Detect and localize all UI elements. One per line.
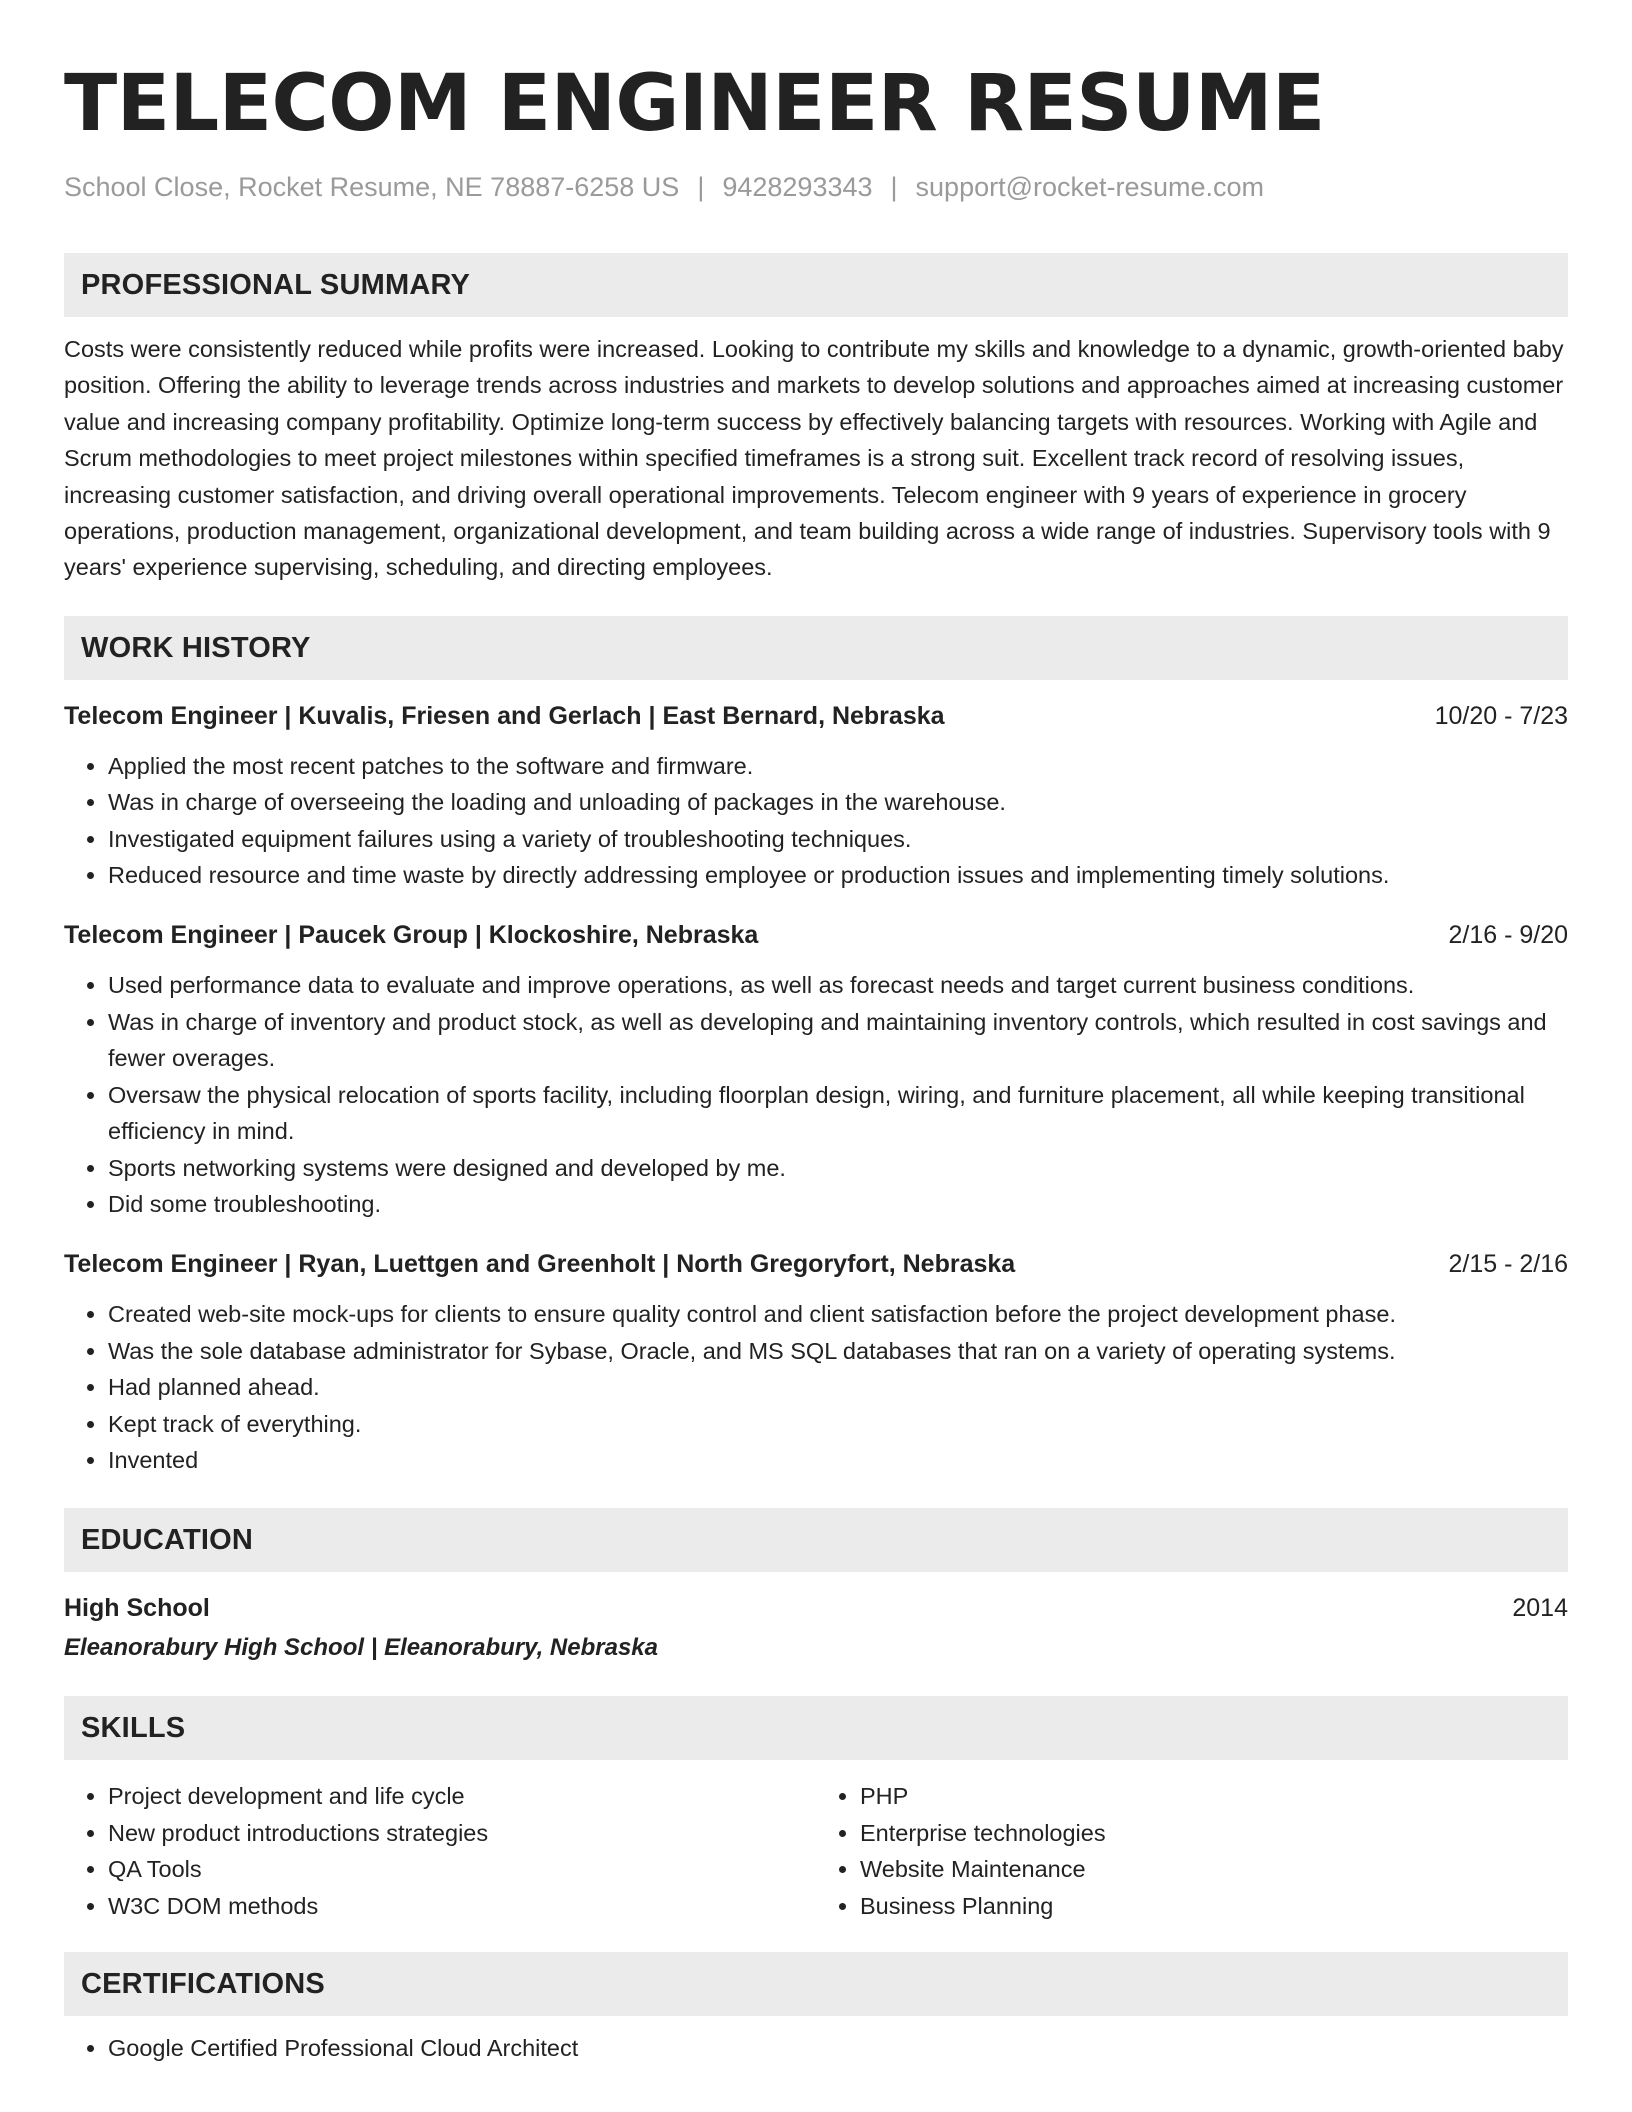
skills-column-right: [816, 1778, 1568, 1924]
job-title: Telecom Engineer | Kuvalis, Friesen and Gerlach | East Bernard, Nebraska: [64, 701, 945, 730]
job-dates: 2/16 - 9/20: [1448, 921, 1568, 950]
job-bullet: • Was in charge of overseeing the loading and unloading of packages in the warehouse.: [108, 784, 1568, 820]
skill-item: • PHP: [860, 1778, 1568, 1814]
section-heading-certifications: CERTIFICATIONS: [64, 1952, 1568, 2016]
job-title: Telecom Engineer | Ryan, Luettgen and Greenholt | North Gregoryfort, Nebraska: [64, 1250, 1016, 1279]
skill-item: • Enterprise technologies: [860, 1815, 1568, 1851]
education-school: Eleanorabury High School | Eleanorabury, Nebraska: [64, 1634, 658, 1662]
section-heading-summary: PROFESSIONAL SUMMARY: [64, 253, 1568, 317]
resume-title: TELECOM ENGINEER RESUME: [64, 59, 1325, 149]
job-bullets: [64, 967, 1568, 1222]
job-bullet: • Kept track of everything.: [108, 1406, 1568, 1442]
job-title: Telecom Engineer | Paucek Group | Klockoshire, Nebraska: [64, 921, 759, 950]
job-bullet: • Sports networking systems were designed and developed by me.: [108, 1150, 1568, 1186]
skill-item: • New product introductions strategies: [108, 1815, 816, 1851]
section-heading-skills: SKILLS: [64, 1696, 1568, 1760]
job-entry: [64, 698, 1568, 894]
job-bullet: • Used performance data to evaluate and improve operations, as well as forecast needs and target current business conditions.: [108, 967, 1568, 1003]
job-bullets: [64, 748, 1568, 894]
certification-item: • Google Certified Professional Cloud Architect: [108, 2030, 1568, 2066]
section-heading-work: WORK HISTORY: [64, 616, 1568, 680]
job-entry: [64, 1246, 1568, 1478]
contact-line: [64, 170, 1568, 204]
skill-item: • W3C DOM methods: [108, 1888, 816, 1924]
skill-item: • Website Maintenance: [860, 1851, 1568, 1887]
job-bullet: • Had planned ahead.: [108, 1369, 1568, 1405]
job-bullet: • Investigated equipment failures using a variety of troubleshooting techniques.: [108, 821, 1568, 857]
job-bullet: • Did some troubleshooting.: [108, 1186, 1568, 1222]
job-bullet: • Was in charge of inventory and product stock, as well as developing and maintaining inventory controls, which resulted in cost savings and fewer overages.: [108, 1004, 1568, 1077]
skills-column-left: [64, 1778, 816, 1924]
summary-text: Costs were consistently reduced while profits were increased. Looking to contribute my skills and knowledge to a dynamic, growth-oriented baby position. Offering the ability to leverage trends across industries and markets to develop solutions and approaches aimed at increasing customer value and increasing company profitability. Optimize long-term success by effectively balancing targets with resources. Working with Agile and Scrum methodologies to meet project milestones within specified timeframes is a strong suit. Excellent track record of resolving issues, increasing customer satisfaction, and driving overall operational improvements. Telecom engineer with 9 years of experience in grocery operations, production management, organizational development, and team building across a wide range of industries. Supervisory tools with 9 years' experience supervising, scheduling, and directing employees.: [64, 336, 1564, 581]
job-header: [64, 698, 1568, 734]
contact-separator: |: [890, 172, 898, 202]
education-year: 2014: [1512, 1594, 1568, 1623]
skill-item: • Business Planning: [860, 1888, 1568, 1924]
job-bullet: • Created web-site mock-ups for clients to ensure quality control and client satisfaction before the project development phase.: [108, 1296, 1568, 1332]
job-header: [64, 917, 1568, 953]
certification-list: [64, 2030, 1568, 2066]
job-header: [64, 1246, 1568, 1282]
job-bullet: • Oversaw the physical relocation of sports facility, including floorplan design, wiring, and furniture placement, all while keeping transitional efficiency in mind.: [108, 1077, 1568, 1150]
job-bullet: • Reduced resource and time waste by directly addressing employee or production issues and implementing timely solutions.: [108, 857, 1568, 893]
job-entry: [64, 917, 1568, 1222]
job-bullet: • Invented: [108, 1442, 1568, 1478]
job-bullet: • Applied the most recent patches to the software and firmware.: [108, 748, 1568, 784]
education-degree: High School: [64, 1594, 210, 1623]
education-header: [64, 1590, 1568, 1626]
contact-separator: |: [697, 172, 705, 202]
contact-phone: 9428293343: [722, 172, 873, 202]
job-dates: 10/20 - 7/23: [1434, 701, 1568, 730]
skills-grid: [64, 1778, 1568, 1924]
contact-email: support@rocket-resume.com: [915, 172, 1265, 202]
job-bullets: [64, 1296, 1568, 1478]
skill-item: • Project development and life cycle: [108, 1778, 816, 1814]
job-dates: 2/15 - 2/16: [1448, 1250, 1568, 1279]
job-bullet: • Was the sole database administrator for Sybase, Oracle, and MS SQL databases that ran on a variety of operating systems.: [108, 1333, 1568, 1369]
skill-item: • QA Tools: [108, 1851, 816, 1887]
section-heading-education: EDUCATION: [64, 1508, 1568, 1572]
contact-address: School Close, Rocket Resume, NE 78887-6258 US: [64, 172, 680, 202]
